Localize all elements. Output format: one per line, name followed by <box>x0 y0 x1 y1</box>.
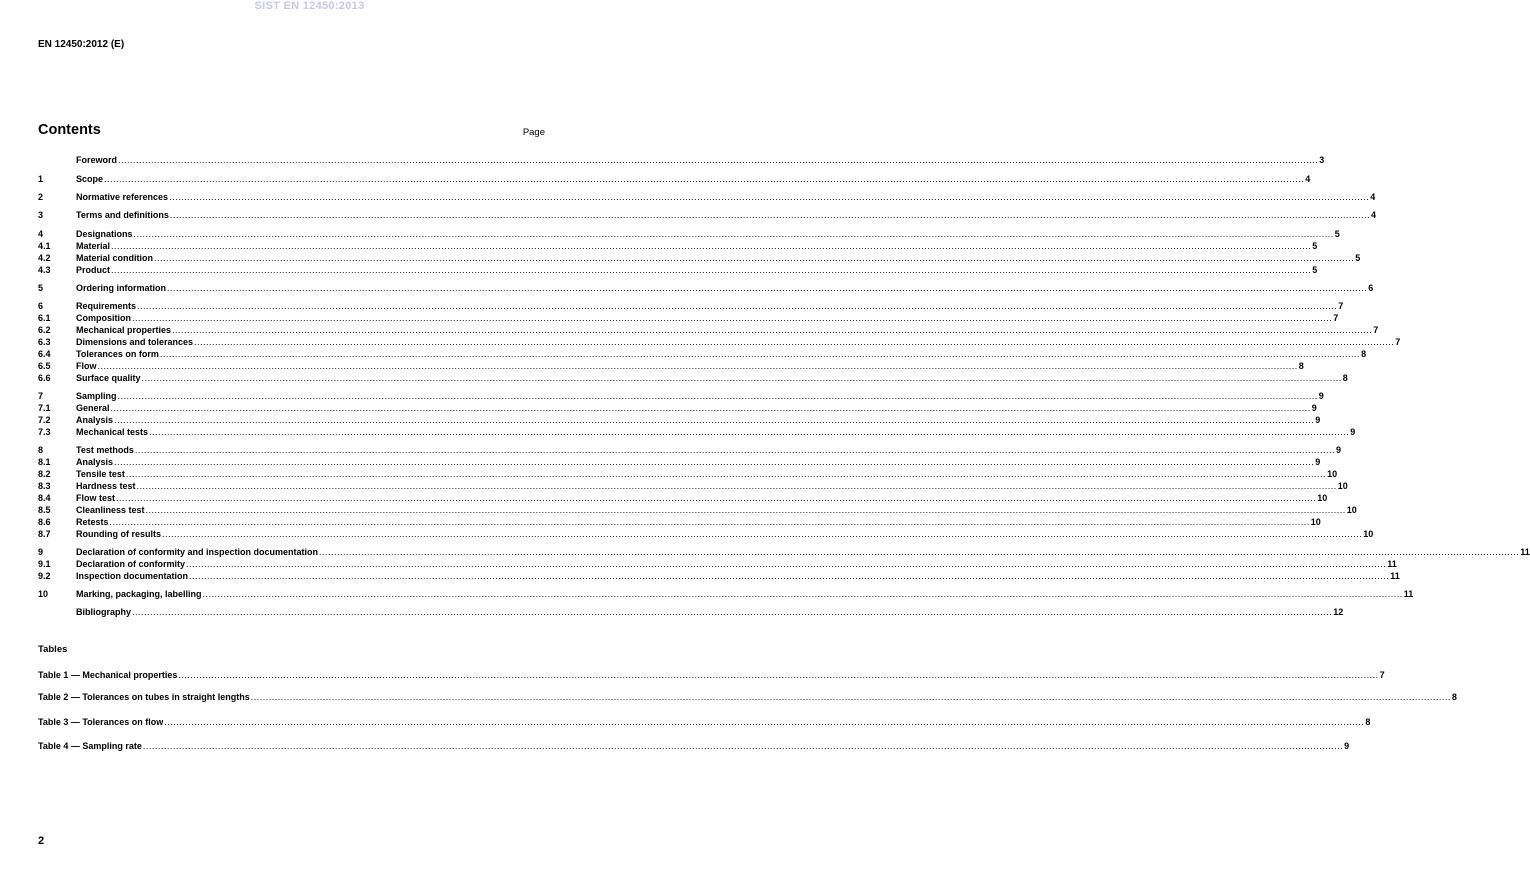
dot-leader: ................................................................................................................................................................................................................................................................................................................................................................................................................ <box>154 253 1355 263</box>
entry-title: Surface quality <box>76 373 141 383</box>
entry-page: 11 <box>1403 589 1414 599</box>
dot-leader: ................................................................................................................................................................................................................................................................................................................................................................................................................ <box>136 481 1337 491</box>
toc-entry[interactable] <box>38 493 1328 504</box>
toc-entry[interactable] <box>38 529 1374 540</box>
dot-leader: ................................................................................................................................................................................................................................................................................................................................................................................................................ <box>319 547 1520 557</box>
dot-leader: ................................................................................................................................................................................................................................................................................................................................................................................................................ <box>186 559 1387 569</box>
entry-number: 6 <box>38 301 44 311</box>
toc-entry[interactable] <box>38 559 1397 570</box>
entry-number: 8.5 <box>38 505 51 515</box>
watermark: SIST EN 12450:2013 <box>254 0 365 12</box>
entry-page: 9 <box>1318 391 1324 401</box>
toc-entry[interactable] <box>38 571 1400 582</box>
dot-leader: ................................................................................................................................................................................................................................................................................................................................................................................................................ <box>202 589 1403 599</box>
entry-page: 10 <box>1317 493 1328 503</box>
entry-number: 4.2 <box>38 253 51 263</box>
entry-number: 6.6 <box>38 373 51 383</box>
entry-page: 4 <box>1305 174 1311 184</box>
toc-entry[interactable] <box>38 373 1348 384</box>
entry-page: 9 <box>1315 457 1321 467</box>
entry-title: Table 1 — Mechanical properties <box>38 670 178 680</box>
toc-entry[interactable] <box>38 174 1311 185</box>
dot-leader: ................................................................................................................................................................................................................................................................................................................................................................................................................ <box>159 349 1361 359</box>
toc-entry[interactable] <box>38 589 1414 600</box>
entry-title: Bibliography <box>76 607 132 617</box>
entry-page: 8 <box>1361 349 1367 359</box>
entry-title: Inspection documentation <box>76 571 189 581</box>
entry-page: 10 <box>1363 529 1374 539</box>
entry-title: Table 2 — Tolerances on tubes in straight lengths <box>38 692 250 702</box>
dot-leader: ................................................................................................................................................................................................................................................................................................................................................................................................................ <box>137 301 1338 311</box>
entry-title: Mechanical tests <box>76 427 149 437</box>
toc-entry[interactable] <box>38 391 1324 402</box>
entry-number: 9.1 <box>38 559 51 569</box>
dot-leader: ................................................................................................................................................................................................................................................................................................................................................................................................................ <box>169 192 1370 202</box>
toc-entry[interactable] <box>38 547 1530 558</box>
entry-title: General <box>76 403 110 413</box>
entry-title: Marking, packaging, labelling <box>76 589 202 599</box>
entry-title: Requirements <box>76 301 137 311</box>
entry-title: Test methods <box>76 445 134 455</box>
dot-leader: ................................................................................................................................................................................................................................................................................................................................................................................................................ <box>111 241 1312 251</box>
toc-entry[interactable] <box>38 325 1379 336</box>
entry-number: 8.7 <box>38 529 51 539</box>
entry-title: Composition <box>76 313 131 323</box>
entry-number: 6.4 <box>38 349 51 359</box>
entry-page: 9 <box>1350 427 1356 437</box>
toc-entry[interactable] <box>38 301 1344 312</box>
entry-number: 7.3 <box>38 427 51 437</box>
entry-number: 5 <box>38 283 44 293</box>
entry-page: 10 <box>1346 505 1357 515</box>
entry-page: 12 <box>1333 607 1344 617</box>
toc-entry[interactable] <box>38 469 1338 480</box>
page-column-label: Page <box>522 127 545 138</box>
dot-leader: ................................................................................................................................................................................................................................................................................................................................................................................................................ <box>178 670 1379 680</box>
toc-entry[interactable] <box>38 349 1367 360</box>
entry-page: 5 <box>1334 229 1340 239</box>
entry-title: Tensile test <box>76 469 125 479</box>
toc-entry[interactable] <box>38 241 1318 252</box>
toc-entry[interactable] <box>38 337 1401 348</box>
entry-page: 8 <box>1365 717 1371 727</box>
entry-page: 7 <box>1338 301 1344 311</box>
toc-entry[interactable] <box>38 313 1339 324</box>
entry-page: 7 <box>1333 313 1339 323</box>
entry-number: 8 <box>38 445 44 455</box>
contents-title: Contents <box>38 122 101 138</box>
toc-entry[interactable] <box>38 403 1317 414</box>
entry-page: 7 <box>1395 337 1401 347</box>
entry-number: 8.3 <box>38 481 51 491</box>
entry-number: 8.4 <box>38 493 51 503</box>
dot-leader: ................................................................................................................................................................................................................................................................................................................................................................................................................ <box>97 361 1298 371</box>
toc-entry[interactable] <box>38 192 1376 203</box>
entry-page: 4 <box>1370 192 1376 202</box>
dot-leader: ................................................................................................................................................................................................................................................................................................................................................................................................................ <box>194 337 1395 347</box>
dot-leader: ................................................................................................................................................................................................................................................................................................................................................................................................................ <box>149 427 1350 437</box>
toc-entry[interactable] <box>38 427 1356 438</box>
entry-title: Material <box>76 241 111 251</box>
entry-title: Terms and definitions <box>76 210 169 220</box>
toc-entry[interactable] <box>38 415 1321 426</box>
entry-number: 3 <box>38 210 44 220</box>
entry-title: Scope <box>76 174 104 184</box>
entry-page: 9 <box>1336 445 1342 455</box>
dot-leader: ................................................................................................................................................................................................................................................................................................................................................................................................................ <box>172 325 1373 335</box>
toc-entry[interactable] <box>38 283 1374 294</box>
entry-title: Table 3 — Tolerances on flow <box>38 717 164 727</box>
entry-page: 5 <box>1312 265 1318 275</box>
entry-title: Flow test <box>76 493 116 503</box>
entry-title: Declaration of conformity <box>76 559 186 569</box>
entry-page: 11 <box>1520 547 1530 557</box>
dot-leader: ................................................................................................................................................................................................................................................................................................................................................................................................................ <box>109 517 1310 527</box>
table-list-entry[interactable] <box>38 670 1385 681</box>
toc-entry[interactable] <box>38 265 1318 276</box>
entry-page: 6 <box>1368 283 1374 293</box>
entry-number: 7.1 <box>38 403 51 413</box>
dot-leader: ................................................................................................................................................................................................................................................................................................................................................................................................................ <box>116 493 1317 503</box>
entry-title: Material condition <box>76 253 154 263</box>
dot-leader: ................................................................................................................................................................................................................................................................................................................................................................................................................ <box>141 373 1342 383</box>
dot-leader: ................................................................................................................................................................................................................................................................................................................................................................................................................ <box>142 741 1344 751</box>
entry-title: Normative references <box>76 192 169 202</box>
dot-leader: ................................................................................................................................................................................................................................................................................................................................................................................................................ <box>118 155 1319 165</box>
dot-leader: ................................................................................................................................................................................................................................................................................................................................................................................................................ <box>189 571 1390 581</box>
entry-number: 7 <box>38 391 44 401</box>
entry-number: 8.2 <box>38 469 51 479</box>
entry-title: Product <box>76 265 111 275</box>
dot-leader: ................................................................................................................................................................................................................................................................................................................................................................................................................ <box>133 229 1334 239</box>
entry-title: Rounding of results <box>76 529 161 539</box>
entry-number: 10 <box>38 589 49 599</box>
entry-page: 10 <box>1337 481 1348 491</box>
dot-leader: ................................................................................................................................................................................................................................................................................................................................................................................................................ <box>125 469 1327 479</box>
entry-title: Foreword <box>76 155 118 165</box>
entry-page: 11 <box>1390 571 1400 581</box>
entry-title: Cleanliness test <box>76 505 145 515</box>
entry-number: 9 <box>38 547 44 557</box>
entry-page: 11 <box>1387 559 1397 569</box>
toc-entry[interactable] <box>38 607 1344 618</box>
dot-leader: ................................................................................................................................................................................................................................................................................................................................................................................................................ <box>250 692 1451 702</box>
table-list-entry[interactable] <box>38 741 1350 752</box>
entry-number: 9.2 <box>38 571 51 581</box>
table-list-entry[interactable] <box>38 692 1457 703</box>
entry-number: 4.1 <box>38 241 51 251</box>
dot-leader: ................................................................................................................................................................................................................................................................................................................................................................................................................ <box>114 415 1315 425</box>
dot-leader: ................................................................................................................................................................................................................................................................................................................................................................................................................ <box>167 283 1368 293</box>
entry-number: 2 <box>38 192 44 202</box>
document-id: EN 12450:2012 (E) <box>38 39 125 50</box>
dot-leader: ................................................................................................................................................................................................................................................................................................................................................................................................................ <box>132 607 1333 617</box>
dot-leader: ................................................................................................................................................................................................................................................................................................................................................................................................................ <box>169 210 1371 220</box>
dot-leader: ................................................................................................................................................................................................................................................................................................................................................................................................................ <box>110 403 1311 413</box>
dot-leader: ................................................................................................................................................................................................................................................................................................................................................................................................................ <box>164 717 1365 727</box>
entry-page: 8 <box>1298 361 1304 371</box>
entry-page: 9 <box>1344 741 1350 751</box>
entry-title: Hardness test <box>76 481 136 491</box>
table-list-entry[interactable] <box>38 717 1371 728</box>
toc-entry[interactable] <box>38 505 1357 516</box>
entry-title: Flow <box>76 361 97 371</box>
dot-leader: ................................................................................................................................................................................................................................................................................................................................................................................................................ <box>132 313 1333 323</box>
dot-leader: ................................................................................................................................................................................................................................................................................................................................................................................................................ <box>117 391 1318 401</box>
toc-entry[interactable] <box>38 229 1340 240</box>
dot-leader: ................................................................................................................................................................................................................................................................................................................................................................................................................ <box>104 174 1305 184</box>
entry-title: Ordering information <box>76 283 166 293</box>
entry-number: 8.6 <box>38 517 51 527</box>
toc-entry[interactable] <box>38 155 1325 166</box>
entry-page: 8 <box>1451 692 1457 702</box>
toc-entry[interactable] <box>38 253 1361 264</box>
entry-page: 9 <box>1311 403 1317 413</box>
entry-title: Analysis <box>76 415 114 425</box>
dot-leader: ................................................................................................................................................................................................................................................................................................................................................................................................................ <box>145 505 1346 515</box>
page-number: 2 <box>38 835 45 847</box>
entry-number: 6.2 <box>38 325 51 335</box>
entry-page: 3 <box>1319 155 1325 165</box>
entry-page: 7 <box>1373 325 1379 335</box>
entry-page: 8 <box>1342 373 1348 383</box>
entry-number: 6.5 <box>38 361 51 371</box>
entry-title: Designations <box>76 229 133 239</box>
entry-page: 5 <box>1312 241 1318 251</box>
toc-entry[interactable] <box>38 457 1321 468</box>
entry-page: 5 <box>1355 253 1361 263</box>
entry-page: 7 <box>1379 670 1385 680</box>
entry-title: Declaration of conformity and inspection documentation <box>76 547 319 557</box>
entry-title: Sampling <box>76 391 117 401</box>
dot-leader: ................................................................................................................................................................................................................................................................................................................................................................................................................ <box>111 265 1312 275</box>
entry-title: Retests <box>76 517 109 527</box>
entry-number: 4.3 <box>38 265 51 275</box>
entry-title: Tolerances on form <box>76 349 159 359</box>
entry-title: Dimensions and tolerances <box>76 337 194 347</box>
entry-title: Mechanical properties <box>76 325 172 335</box>
entry-page: 9 <box>1315 415 1321 425</box>
entry-title: Table 4 — Sampling rate <box>38 741 142 751</box>
dot-leader: ................................................................................................................................................................................................................................................................................................................................................................................................................ <box>134 445 1336 455</box>
toc-entry[interactable] <box>38 517 1321 528</box>
entry-number: 7.2 <box>38 415 51 425</box>
entry-number: 6.1 <box>38 313 51 323</box>
entry-title: Analysis <box>76 457 114 467</box>
entry-page: 10 <box>1310 517 1321 527</box>
dot-leader: ................................................................................................................................................................................................................................................................................................................................................................................................................ <box>114 457 1315 467</box>
entry-number: 4 <box>38 229 44 239</box>
toc-entry[interactable] <box>38 361 1304 372</box>
tables-heading: Tables <box>38 644 68 655</box>
toc-entry[interactable] <box>38 445 1342 456</box>
entry-number: 6.3 <box>38 337 51 347</box>
entry-page: 10 <box>1327 469 1338 479</box>
entry-page: 4 <box>1371 210 1377 220</box>
entry-number: 8.1 <box>38 457 51 467</box>
dot-leader: ................................................................................................................................................................................................................................................................................................................................................................................................................ <box>162 529 1363 539</box>
toc-entry[interactable] <box>38 210 1377 221</box>
entry-number: 1 <box>38 174 44 184</box>
toc-entry[interactable] <box>38 481 1348 492</box>
